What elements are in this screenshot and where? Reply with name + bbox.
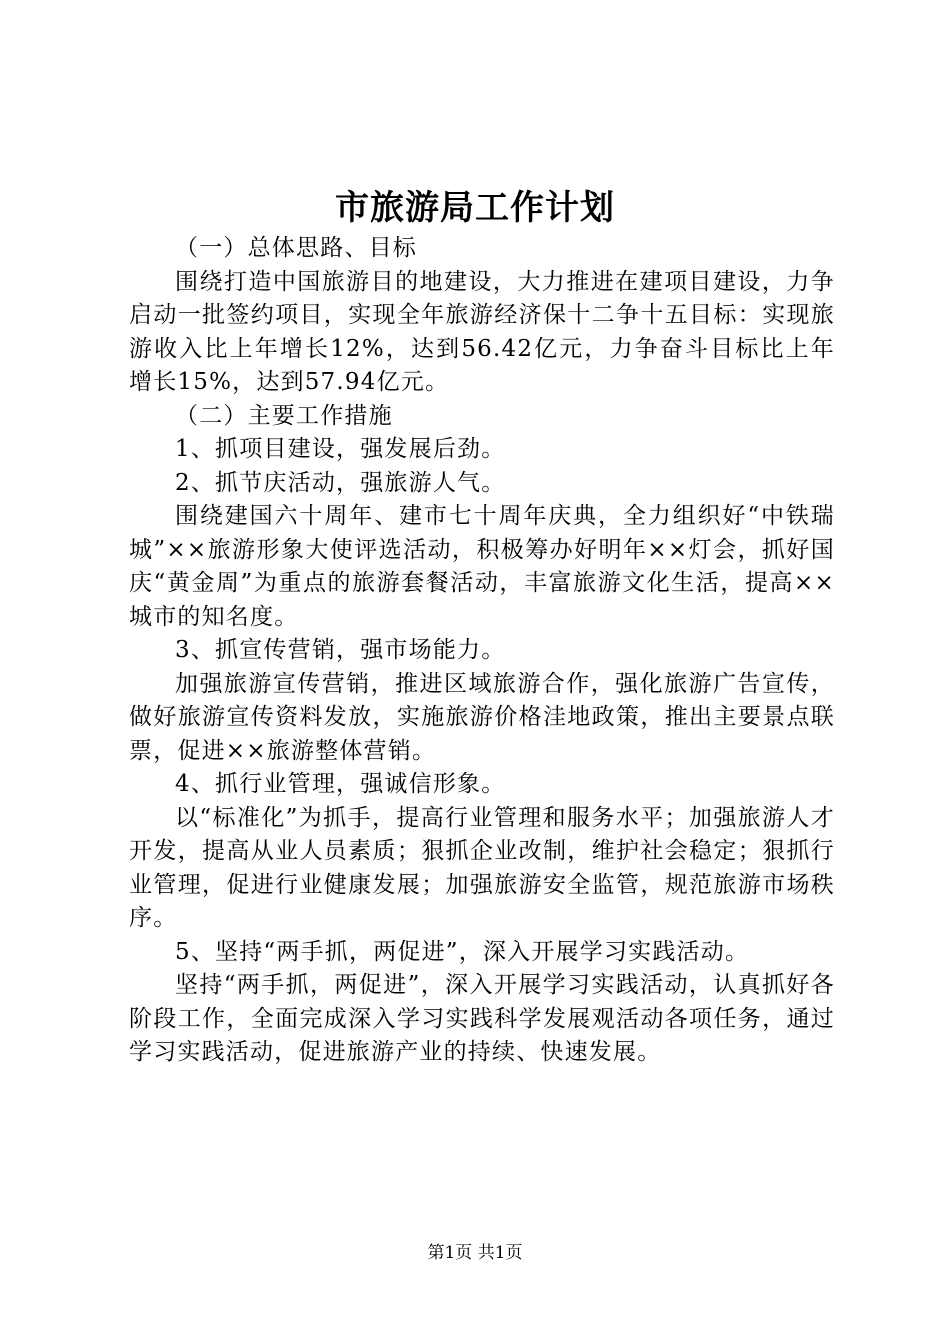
measure-item-1: 1、抓项目建设，强发展后劲。 <box>175 436 506 462</box>
paragraph-festival-activities: 围绕建国六十周年、建市七十周年庆典，全力组织好“中铁瑞城”××旅游形象大使评选活动，积极筹办好明年××灯会，抓好国庆“黄金周”为重点的旅游套餐活动，丰富旅游文化生活，提高××城市的知名度。 <box>129 503 835 630</box>
document-title: 市旅游局工作计划 <box>335 188 615 228</box>
section-heading-measures: （二）主要工作措施 <box>175 402 393 429</box>
page-number-footer: 第1页 共1页 <box>427 1243 523 1263</box>
document-body <box>129 232 835 1070</box>
paragraph-study-practice: 坚持“两手抓，两促进”，深入开展学习实践活动，认真抓好各阶段工作，全面完成深入学习实践科学发展观活动各项任务，通过学习实践活动，促进旅游产业的持续、快速发展。 <box>129 972 835 1065</box>
measure-item-5: 5、坚持“两手抓，两促进”，深入开展学习实践活动。 <box>175 938 750 965</box>
measure-item-3: 3、抓宣传营销，强市场能力。 <box>175 637 506 663</box>
section-heading-overall: （一）总体思路、目标 <box>175 235 417 261</box>
measure-item-4: 4、抓行业管理，强诚信形象。 <box>175 771 506 797</box>
paragraph-overall-goals: 围绕打造中国旅游目的地建设，大力推进在建项目建设，力争启动一批签约项目，实现全年旅游经济保十二争十五目标：实现旅游收入比上年增长12%，达到56.42亿元，力争奋斗目标比上年增长15%，达到57.94亿元。 <box>129 268 835 395</box>
paragraph-marketing: 加强旅游宣传营销，推进区域旅游合作，强化旅游广告宣传，做好旅游宣传资料发放，实施旅游价格洼地政策，推出主要景点联票，促进××旅游整体营销。 <box>129 670 835 764</box>
measure-item-2: 2、抓节庆活动，强旅游人气。 <box>175 469 506 496</box>
paragraph-industry-management: 以“标准化”为抓手，提高行业管理和服务水平；加强旅游人才开发，提高从业人员素质；狠抓企业改制，维护社会稳定；狠抓行业管理，促进行业健康发展；加强旅游安全监管，规范旅游市场秩序。 <box>129 804 835 931</box>
